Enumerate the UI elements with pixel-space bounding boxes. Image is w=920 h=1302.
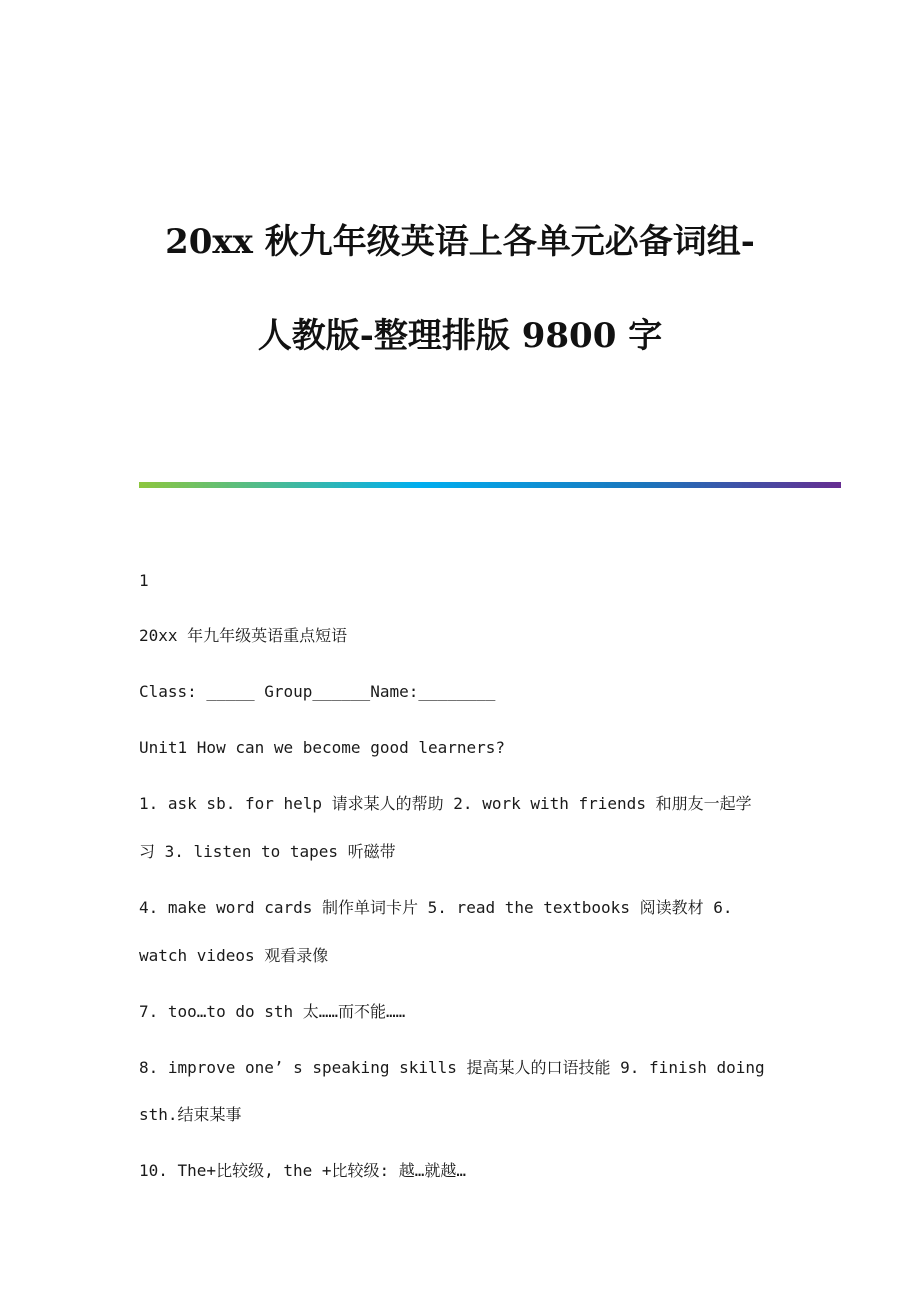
phrase-line: 10. The+比较级, the +比较级: 越…就越… bbox=[139, 1161, 467, 1180]
phrase-line: watch videos 观看录像 bbox=[139, 946, 329, 965]
page-number: 1 bbox=[139, 571, 149, 590]
phrase-line: sth.结束某事 bbox=[139, 1105, 242, 1124]
phrase-line: 习 3. listen to tapes 听磁带 bbox=[139, 842, 396, 861]
document-title-line-1: 20xx 秋九年级英语上各单元必备词组- bbox=[165, 222, 755, 262]
section-heading: 20xx 年九年级英语重点短语 bbox=[139, 626, 348, 645]
phrase-line: 7. too…to do sth 太……而不能…… bbox=[139, 1002, 406, 1021]
class-group-name-line: Class: _____ Group______Name:________ bbox=[139, 682, 496, 701]
phrase-line: 8. improve one’ s speaking skills 提高某人的口语技能 9. finish doing bbox=[139, 1058, 765, 1077]
phrase-line: 1. ask sb. for help 请求某人的帮助 2. work with friends 和朋友一起学 bbox=[139, 794, 752, 813]
gradient-divider bbox=[139, 482, 841, 488]
document-title-line-2: 人教版-整理排版 9800 字 bbox=[257, 316, 663, 356]
unit-heading: Unit1 How can we become good learners? bbox=[139, 738, 506, 757]
phrase-line: 4. make word cards 制作单词卡片 5. read the textbooks 阅读教材 6. bbox=[139, 898, 733, 917]
